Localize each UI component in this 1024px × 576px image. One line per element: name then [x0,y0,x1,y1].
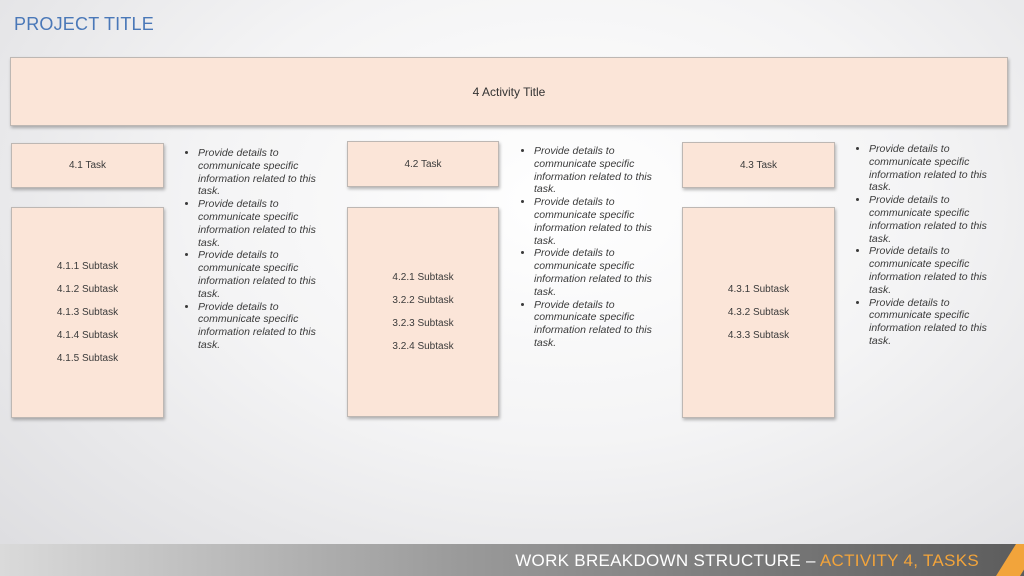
subtask-item: 4.1.1 Subtask [56,261,119,272]
details-item: • Provide details to communicate specific information related to this task. [869,245,1009,296]
details-item: • Provide details to communicate specific information related to this task. [198,301,338,352]
details-item: • Provide details to communicate specific information related to this task. [869,143,1009,194]
subtask-box-4-3[interactable] [682,207,835,418]
details-item: • Provide details to communicate specific information related to this task. [534,299,674,350]
details-item: • Provide details to communicate specific information related to this task. [869,297,1009,348]
task-box-4-3[interactable] [682,142,835,188]
footer-title-accent: ACTIVITY 4, TASKS [819,551,979,570]
subtask-item: 3.2.2 Subtask [392,295,454,306]
details-item: • Provide details to communicate specific information related to this task. [869,194,1009,245]
details-item: • Provide details to communicate specific information related to this task. [198,249,338,300]
details-item: • Provide details to communicate specific information related to this task. [534,247,674,298]
task-label: 4.1 Task [68,160,107,171]
subtask-item: 4.1.5 Subtask [56,353,119,364]
task-label: 4.2 Task [404,158,442,170]
task-label: 4.3 Task [739,159,778,171]
subtask-item: 4.3.1 Subtask [727,284,790,295]
footer-bar [0,544,1024,576]
subtask-item: 4.1.3 Subtask [56,307,119,318]
activity-title: 4 Activity Title [472,84,546,99]
details-item: • Provide details to communicate specific information related to this task. [534,145,674,196]
task-box-4-2[interactable] [347,141,499,187]
details-list-4-1 [184,147,338,352]
subtask-box-4-2[interactable] [347,207,499,417]
subtask-item: 4.2.1 Subtask [392,272,454,283]
details-list-4-3 [855,143,1009,348]
activity-box[interactable] [10,57,1008,126]
footer-title [515,551,979,571]
details-item: • Provide details to communicate specific information related to this task. [198,147,338,198]
task-box-4-1[interactable] [11,143,164,188]
details-item: • Provide details to communicate specific information related to this task. [534,196,674,247]
subtask-item: 4.1.2 Subtask [56,284,119,295]
subtask-item: 4.3.2 Subtask [727,307,790,318]
subtask-box-4-1[interactable] [11,207,164,418]
details-item: • Provide details to communicate specific information related to this task. [198,198,338,249]
footer-title-main: WORK BREAKDOWN STRUCTURE – [515,551,820,570]
subtask-item: 4.3.3 Subtask [727,330,790,341]
subtask-item: 3.2.4 Subtask [392,341,454,352]
project-title: PROJECT TITLE [14,14,154,34]
footer-accent-stripe [996,544,1024,576]
subtask-item: 3.2.3 Subtask [392,318,454,329]
details-list-4-2 [520,145,674,350]
subtask-item: 4.1.4 Subtask [56,330,119,341]
